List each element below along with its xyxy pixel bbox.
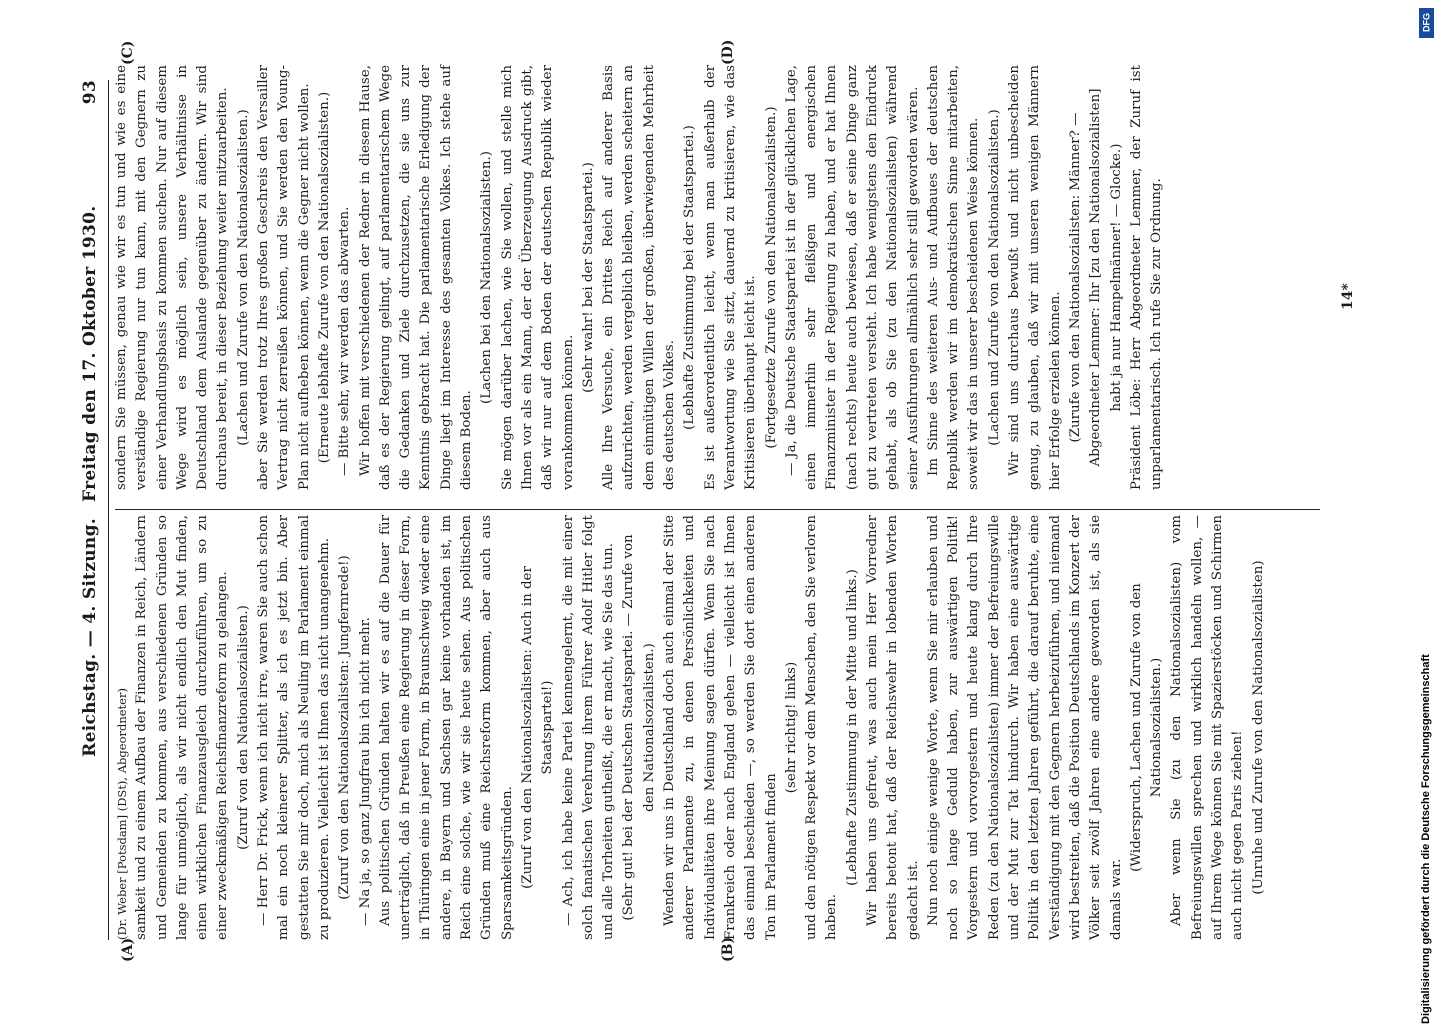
interjection: (Zuruf von den Nationalsozialisten.): [235, 605, 251, 850]
header-right: Freitag den 17. Oktober 1930.: [80, 205, 100, 502]
paragraph: sondern Sie müssen, genau wie wir es tun und wie es eine verständige Regierung nur tun kann, mit den Gegnern zu einer Verhandlungsbasis zu kommen suchen. Nur auf diesem Wege wird es möglich sein, unsere Verhältnisse in Deutschland dem Auslande gegenüber zu ändern. Wir sind durchaus bereit, in dieser Beziehung weiter mitzuarbeiten.: [114, 65, 231, 490]
paragraph: — Ach, ich habe keine Partei kennengelernt, die mit einer solch fanatischen Verehrung ihrem Führer Adolf Hitler folgt und alle Torheiten gutheißt, die er macht, wie Sie das tun.: [560, 515, 617, 940]
interjection: (Zurufe von den Nationalsozialisten: Männer? — Abgeordneter Lemmer: Ihr [zu den Nationalsozialisten] habt ja nur Hampelmänner! — Glocke.): [1067, 88, 1124, 467]
header-rule: [108, 80, 109, 940]
interjection: (Zuruf von den Nationalsozialisten: Jungfernrede!): [337, 555, 353, 900]
paragraph: Alle Ihre Versuche, ein Drittes Reich auf anderer Basis aufzurichten, werden vergeblich bleiben, werden scheitern an dem einmütigen Willen der großen, überwiegenden Mehrheit des deutschen Volkes.: [601, 65, 678, 490]
header-left: Reichstag. — 4. Sitzung.: [80, 518, 100, 757]
paragraph: — Herr Dr. Frick, wenn ich nicht irre, waren Sie auch schon mal ein noch kleinerer Splitter, als ich es jetzt bin. Aber gestatten Sie mir doch, mich als Neuling im Parlament einmal zu produzieren. Vielleicht ist Ihnen das nicht unangenehm.: [256, 515, 332, 940]
paragraph: Wenden wir uns in Deutschland doch auch einmal der Sitte anderer Parlamente zu, in denen Persönlichkeiten und Individualitäten ihre Meinung sagen dürfen. Wenn Sie nach Frankreich oder nach England gehen — vielleicht ist Ihnen das einmal beschieden —, so werden Sie dort einen anderen Ton im Parlament finden: [662, 515, 779, 940]
interjection: (Unruhe und Zurufe von den Nationalsozialisten): [1250, 560, 1266, 895]
paragraph: und den nötigen Respekt vor dem Menschen, den Sie verloren haben.: [804, 515, 840, 940]
interjection: (Lachen und Zurufe von den Nationalsozialisten.): [235, 109, 251, 446]
interjection: (Zuruf von den Nationalsozialisten: Auch in der Staatspartei!): [519, 566, 556, 889]
right-column: [112, 65, 1167, 490]
paragraph: Wir sind uns durchaus bewußt und nicht unbescheiden genug, zu glauben, daß wir mit unseren wenigen Männern hier Erfolge erzielen können.: [1007, 65, 1063, 490]
paragraph: samkeit und zu einem Aufbau der Finanzen in Reich, Ländern und Gemeinden zu kommen, aus verschiedenen Gründen so lange für unmöglich, als wir nicht endlich den Mut finden, einen wirklichen Finanzausgleich durchzuführen, um so zu einer zweckmäßigen Reichsfinanzreform zu gelangen.: [134, 515, 231, 940]
paragraph: Es ist außerordentlich leicht, wenn man außerhalb der Verantwortung wie Sie sitzt, dauernd zu kritisieren, wie das Kritisieren überhaupt leicht ist.: [702, 65, 759, 490]
page-number: 93: [80, 80, 100, 105]
paragraph: Aus politischen Gründen halten wir es auf die Dauer für unerträglich, daß in Preußen eine Regierung in dieser Form, in Thüringen eine in jener Form, in Braunschweig wieder eine andere, in Bayern und Sachsen gar keine vorhanden ist, im Reich eine solche, wie wir sie heute sehen. Aus politischen Gründen muß eine Reichsreform kommen, aber auch aus Sparsamkeitsgründen.: [377, 515, 515, 940]
paragraph: Wir hoffen mit verschiedenen der Redner in diesem Hause, daß es der Regierung gelingt, auf parlamentarischem Wege die Gedanken und Ziele durchzusetzen, die sie uns zur Kenntnis gebracht hat. Die parlamentarische Erledigung der Dinge liegt im Interesse des gesamten Volkes. Ich stehe auf diesem Boden.: [357, 65, 475, 490]
paragraph: — Na ja, so ganz Jungfrau bin ich nicht mehr.: [357, 617, 373, 926]
left-column: [112, 515, 1269, 940]
paragraph: Präsident Löbe: Herr Abgeordneter Lemmer, der Zuruf ist unparlamentarisch. Ich rufe Sie zur Ordnung.: [1128, 65, 1165, 490]
digitization-note: Digitalisierung gefördert durch die Deutsche Forschungsgemeinschaft: [1420, 654, 1432, 1024]
paragraph: Im Sinne des weiteren Aus- und Aufbaues der deutschen Republik werden wir im demokratischen Sinne mitarbeiten, soweit wir das in unserer bescheidenen Weise können.: [925, 65, 982, 490]
column-divider: [115, 509, 1320, 510]
margin-letter-a: (A): [120, 937, 136, 962]
interjection: (Lachen bei den Nationalsozialisten.): [479, 151, 495, 404]
interjection: (Widerspruch, Lachen und Zurufe von den Nationalsozialisten.): [1128, 583, 1165, 872]
interjection: (Fortgesetzte Zurufe von den Nationalsozialisten.): [763, 106, 779, 449]
paragraph: — Bitte sehr, wir werden das abwarten.: [337, 206, 353, 476]
paragraph: aber Sie werden trotz Ihres großen Geschreis den Versailler Vertrag nicht zerreißen können, und Sie werden den Young-Plan nicht aufheben können, wenn die Gegner nicht wollen.: [256, 65, 312, 490]
interjection: (Erneute lebhafte Zurufe von den Nationalsozialisten.): [316, 91, 332, 464]
paragraph: (Dr. Weber [Potsdam] (DSt), Abgeordneter): [115, 688, 129, 940]
paragraph: Sie mögen darüber lachen, wie Sie wollen, und stelle mich Ihnen vor als ein Mann, der der Überzeugung Ausdruck gibt, daß wir nur auf dem Boden der deutschen Republik wieder vorankommen können.: [499, 65, 576, 490]
interjection: (Sehr wahr! bei der Staatspartei.): [580, 162, 596, 393]
margin-letter-d: (D): [720, 39, 736, 65]
margin-letter-b: (B): [720, 936, 736, 962]
interjection: (Sehr gut! bei der Deutschen Staatspartei. — Zurufe von den Nationalsozialisten.): [621, 534, 657, 921]
paragraph: Aber wenn Sie (zu den Nationalsozialisten) vom Befreiungswillen sprechen und wirklich handeln wollen, — auf Ihrem Wege können Sie mit Spazierstöcken und Schirmen auch nicht gegen Paris ziehen!: [1169, 515, 1246, 940]
margin-letter-c: (C): [120, 40, 136, 65]
paragraph: Wir haben uns gefreut, was auch mein Herr Vorredner bereits betont hat, daß der Reichswehr in lobenden Worten gedacht ist.: [864, 515, 921, 940]
paragraph: Nun noch einige wenige Worte, wenn Sie mir erlauben und noch so lange Geduld haben, zur auswärtigen Politik! Vorgestern und vorvorgestern und heute klang durch Ihre Reden (zu den Nationalsozialisten) immer der Befreiungswille und der Mut zur Tat hindurch. Wir haben eine auswärtige Politik in den letzten Jahren geführt, die darauf beruhte, eine Verständigung mit den Gegnern herbeizuführen, und niemand wird bestreiten, daß die Position Deutschlands im Konzert der Völker seit zwölf Jahren eine andere geworden ist, als sie damals war.: [925, 515, 1124, 940]
interjection: (Lebhafte Zustimmung bei der Staatspartei.): [682, 125, 698, 430]
interjection: (Lebhafte Zustimmung in der Mitte und links.): [844, 569, 860, 886]
paragraph: — Ja, die Deutsche Staatspartei ist in der glücklichen Lage, einen immerhin sehr fleißigen und energischen Finanzminister in der Regierung zu haben, und er hat Ihnen (nach rechts) heute auch bewiesen, daß er seine Dinge ganz gut zu vertreten versteht. Ich habe wenigstens den Eindruck gehabt, als ob Sie (zu den Nationalsozialisten) während seiner Ausführungen allmählich sehr still geworden wären.: [783, 65, 921, 490]
dfg-logo: DFG: [1419, 8, 1434, 38]
running-header: [75, 80, 105, 940]
interjection: (Lachen und Zurufe von den Nationalsozialisten.): [986, 109, 1002, 446]
interjection: (sehr richtig! links): [783, 661, 799, 794]
sheet-signature: 14*: [1340, 283, 1356, 310]
